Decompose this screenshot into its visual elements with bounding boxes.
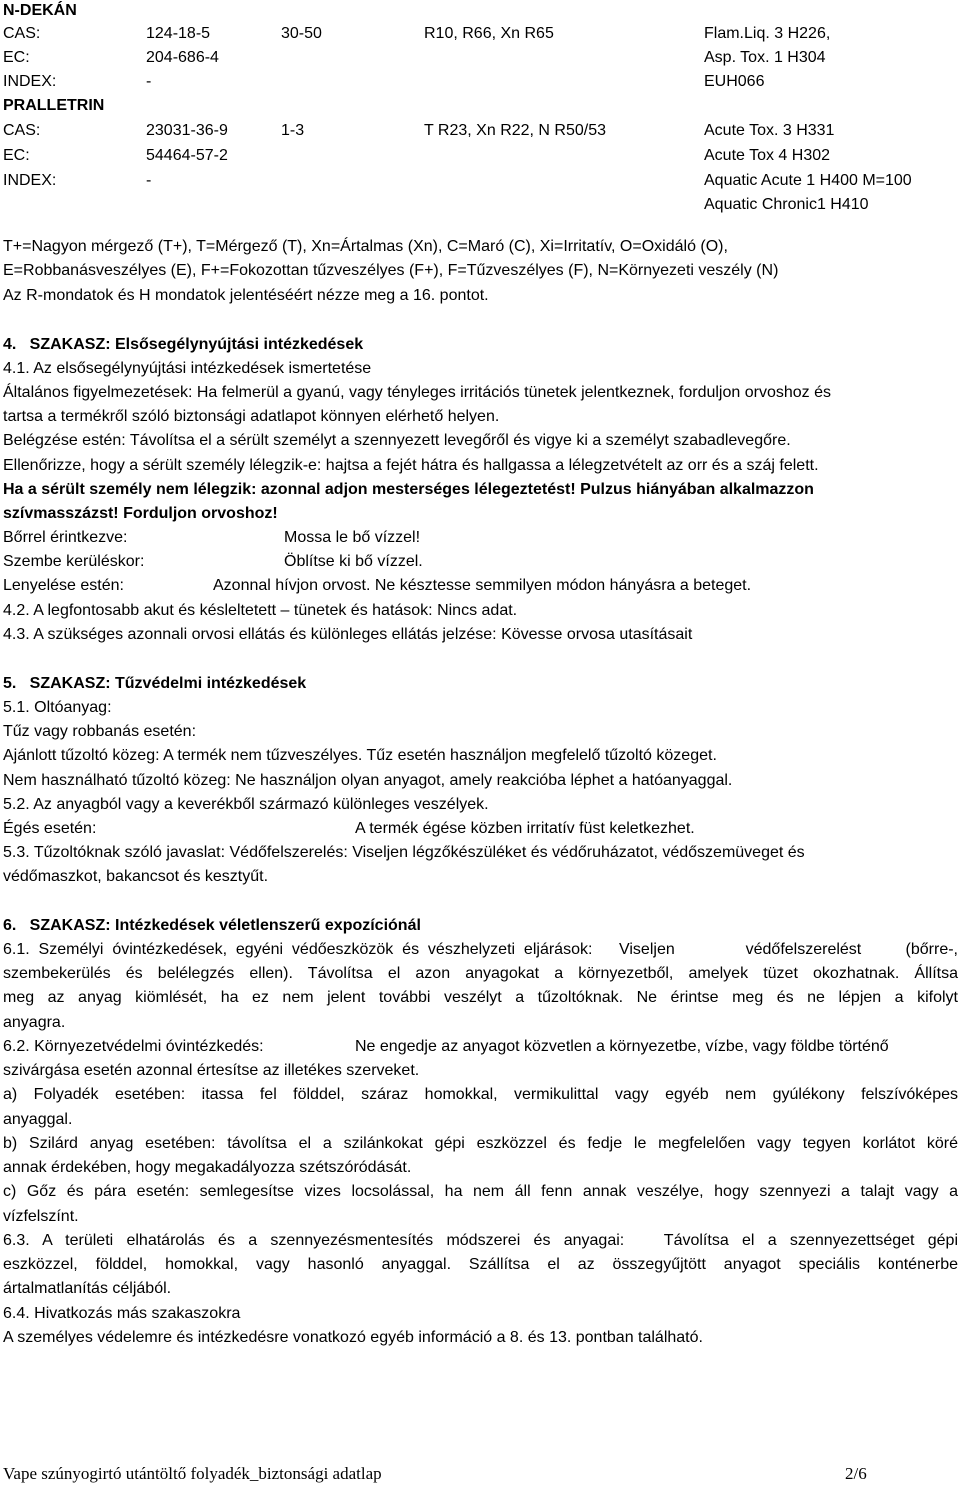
measure-label: Égés esetén: xyxy=(3,820,97,837)
paragraph-line: Nem használható tűzoltó közeg: Ne használjon olyan anyagot, amely reakcióba léphet a hatóanyaggal. xyxy=(3,772,733,789)
paragraph-line: eszközzel, földdel, homokkal, vagy hasonló anyaggal. Szállítsa el az összegyűjtött anyagot speciális konténerbe xyxy=(3,1256,958,1273)
paragraph-line: tartsa a termékről szóló biztonsági adatlapot könnyen elérhető helyen. xyxy=(3,408,500,425)
paragraph-line: c) Gőz és pára esetén: semlegesítse vizes locsolással, ha nem áll fenn annak veszélye, hogy szennyezi a talajt vagy a xyxy=(3,1183,958,1200)
measure-label: Bőrrel érintkezve: xyxy=(3,529,128,546)
paragraph-line: a) Folyadék esetében: itassa fel földdel, száraz homokkal, vermikulittal vagy egyéb nem gyúlékony felszívóképes xyxy=(3,1086,958,1103)
id-number: 23031-36-9 xyxy=(146,122,228,139)
paragraph-line: meg az anyag kiömlését, ha ez nem jelent további veszélyt a tűzoltóknak. Ne érintse meg és ne lépjen a kifolyt xyxy=(3,989,958,1006)
paragraph-line: szivárgása esetén azonnal értesítse az illetékes szerveket. xyxy=(3,1062,420,1079)
concentration: 30-50 xyxy=(281,25,322,42)
id-label: EC: xyxy=(3,49,30,66)
paragraph-line: Tűz vagy robbanás esetén: xyxy=(3,723,197,740)
paragraph-line: vízfelszínt. xyxy=(3,1208,79,1225)
id-label: INDEX: xyxy=(3,73,57,90)
clp-classification: Aquatic Chronic1 H410 xyxy=(704,196,869,213)
measure-value: Mossa le bő vízzel! xyxy=(284,529,421,546)
paragraph-line: A személyes védelemre és intézkedésre vonatkozó egyéb információ a 8. és 13. pontban található. xyxy=(3,1329,703,1346)
concentration: 1-3 xyxy=(281,122,305,139)
paragraph-line: anyaggal. xyxy=(3,1111,73,1128)
clp-classification: Acute Tox. 3 H331 xyxy=(704,122,835,139)
paragraph-line: annak érdekében, hogy megakadályozza szétszóródását. xyxy=(3,1159,412,1176)
measure-value: Azonnal hívjon orvost. Ne késztesse semmilyen módon hányásra a beteget. xyxy=(213,577,752,594)
page-number: 2/6 xyxy=(845,1464,867,1483)
paragraph-line: b) Szilárd anyag esetében: távolítsa el a szilánkokat gépi eszközzel és fedje le megfelelően vagy tegyen korlátot köré xyxy=(3,1135,958,1152)
id-number: 124-18-5 xyxy=(146,25,211,42)
subsection-title: 5.3. Tűzoltóknak szóló javaslat: Védőfelszerelés: Viseljen légzőkészüléket és védőruházatot, védőszemüveget és xyxy=(3,844,805,861)
id-number: 54464-57-2 xyxy=(146,147,228,164)
warning-line: Ha a sérült személy nem lélegzik: azonnal adjon mesterséges lélegeztetést! Pulzus hiányában alkalmazzon xyxy=(3,481,814,498)
clp-classification: EUH066 xyxy=(704,73,765,90)
paragraph-line: Ajánlott tűzoltó közeg: A termék nem tűzveszélyes. Tűz esetén használjon megfelelő tűzoltó közeget. xyxy=(3,747,717,764)
substance-name: N-DEKÁN xyxy=(3,2,77,19)
id-label: EC: xyxy=(3,147,30,164)
clp-classification: Flam.Liq. 3 H226, xyxy=(704,25,831,42)
warning-line: szívmasszázst! Forduljon orvoshoz! xyxy=(3,505,278,522)
measure-label: Szembe kerüléskor: xyxy=(3,553,145,570)
measure-value: Öblítse ki bő vízzel. xyxy=(284,553,423,570)
measure-value: A termék égése közben irritatív füst keletkezhet. xyxy=(355,820,695,837)
paragraph-line: anyagra. xyxy=(3,1014,66,1031)
subsection-title: 5.1. Oltóanyag: xyxy=(3,699,112,716)
legend-line: T+=Nagyon mérgező (T+), T=Mérgező (T), Xn=Ártalmas (Xn), C=Maró (C), Xi=Irritatív, O=Oxidáló (O), xyxy=(3,238,728,255)
measure-label: 6.2. Környezetvédelmi óvintézkedés: xyxy=(3,1038,264,1055)
document-title: Vape szúnyogirtó utántöltő folyadék_biztonsági adatlap xyxy=(3,1464,382,1483)
risk-phrases: R10, R66, Xn R65 xyxy=(424,25,554,42)
measure-label: Lenyelése estén: xyxy=(3,577,124,594)
paragraph-line: Belégzése estén: Távolítsa el a sérült személyt a szennyezett levegőről és vigye ki a személyt szabadlevegőre. xyxy=(3,432,791,449)
clp-classification: Acute Tox 4 H302 xyxy=(704,147,831,164)
id-label: INDEX: xyxy=(3,172,57,189)
subsection-title: 6.4. Hivatkozás más szakaszokra xyxy=(3,1305,241,1322)
risk-phrases: T R23, Xn R22, N R50/53 xyxy=(424,122,607,139)
paragraph-line: Ellenőrizze, hogy a sérült személy lélegzik-e: hajtsa a fejét hátra és hallgassa a lélegzetvételt az orr és a száj felett. xyxy=(3,457,819,474)
id-label: CAS: xyxy=(3,25,41,42)
clp-classification: Aquatic Acute 1 H400 M=100 xyxy=(704,172,912,189)
clp-classification: Asp. Tox. 1 H304 xyxy=(704,49,826,66)
id-number: - xyxy=(146,73,152,90)
legend-line: E=Robbanásveszélyes (E), F+=Fokozottan tűzveszélyes (F+), F=Tűzveszélyes (F), N=Környezeti veszély (N) xyxy=(3,262,779,279)
measure-value: Ne engedje az anyagot közvetlen a környezetbe, vízbe, vagy földbe történő xyxy=(355,1038,889,1055)
id-number: 204-686-4 xyxy=(146,49,219,66)
legend-note: Az R-mondatok és H mondatok jelentéséért nézze meg a 16. pontot. xyxy=(3,287,489,304)
paragraph-line: Általános figyelmezetések: Ha felmerül a gyanú, vagy tényleges irritációs tünetek jelentkeznek, forduljon orvoshoz és xyxy=(3,384,831,401)
section-heading: 5. SZAKASZ: Tűzvédelmi intézkedések xyxy=(3,675,307,692)
subsection-title: 4.1. Az elsősegélynyújtási intézkedések ismertetése xyxy=(3,360,372,377)
paragraph-line: szembekerülés és belélegzés ellen). Távolítsa el azon anyagokat a környezetből, amelyek tüzet okozhatnak. Állítsa xyxy=(3,965,958,982)
section-heading: 4. SZAKASZ: Elsősegélynyújtási intézkedések xyxy=(3,336,364,353)
paragraph-line: ártalmatlanítás céljából. xyxy=(3,1280,172,1297)
subsection-title: 5.2. Az anyagból vagy a keverékből származó különleges veszélyek. xyxy=(3,796,489,813)
section-heading: 6. SZAKASZ: Intézkedések véletlenszerű expozíciónál xyxy=(3,917,421,934)
paragraph-line: 6.3. A területi elhatárolás és a szennyezésmentesítés módszerei és anyagai: Távolítsa el a szennyezettséget gépi xyxy=(3,1232,958,1249)
id-label: CAS: xyxy=(3,122,41,139)
paragraph-line: védőmaszkot, bakancsot és kesztyűt. xyxy=(3,868,269,885)
paragraph-line: 6.1. Személyi óvintézkedések, egyéni védőeszközök és vészhelyzeti eljárások: Viseljen védőfelszerelést (bőrre-, xyxy=(3,941,958,958)
subsection-title: 4.2. A legfontosabb akut és késleltetett – tünetek és hatások: Nincs adat. xyxy=(3,602,518,619)
subsection-title: 4.3. A szükséges azonnali orvosi ellátás és különleges ellátás jelzése: Kövesse orvosa utasításait xyxy=(3,626,693,643)
substance-name: PRALLETRIN xyxy=(3,97,105,114)
id-number: - xyxy=(146,172,152,189)
